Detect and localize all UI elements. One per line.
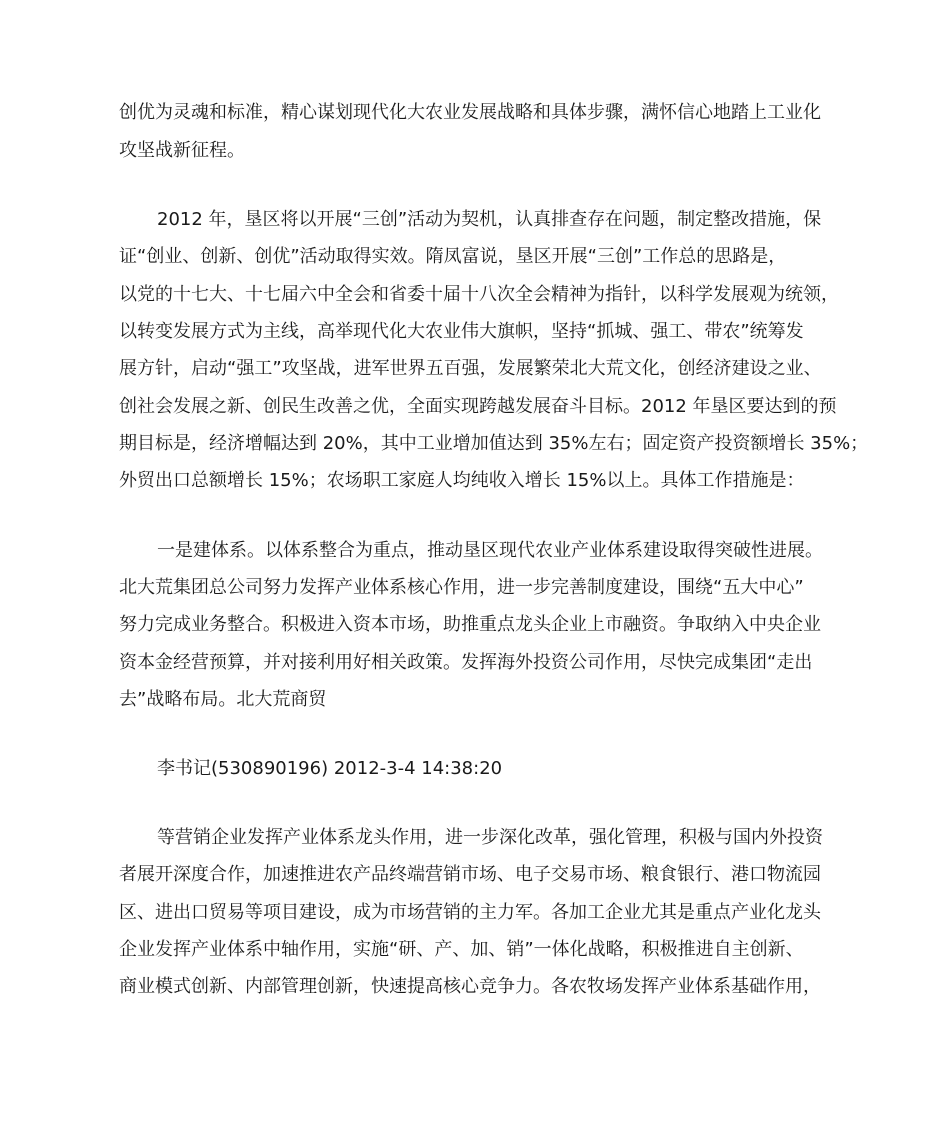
paragraph-2-line-1: 2012 年，垦区将以开展“三创”活动为契机，认真排查存在问题，制定整改措施，保 [157, 209, 822, 230]
paragraph-2-line-8: 外贸出口总额增长 15%；农场职工家庭人均纯收入增长 15%以上。具体工作措施是： [119, 470, 805, 491]
paragraph-1-line-2: 攻坚战新征程。 [119, 140, 245, 161]
paragraph-3-line-1: 一是建体系。以体系整合为重点，推动垦区现代农业产业体系建设取得突破性进展。 [157, 540, 823, 561]
paragraph-5-line-4: 企业发挥产业体系中轴作用，实施“研、产、加、销”一体化战略，积极推进自主创新、 [119, 939, 804, 960]
paragraph-2-line-3: 以党的十七大、十七届六中全会和省委十届十八次全会精神为指针，以科学发展观为统领， [119, 284, 839, 305]
paragraph-2-line-4: 以转变发展方式为主线，高举现代化大农业伟大旗帜，坚持“抓城、强工、带农”统筹发 [119, 321, 804, 342]
paragraph-1-line-1: 创优为灵魂和标准，精心谋划现代化大农业发展战略和具体步骤，满怀信心地踏上工业化 [119, 102, 821, 123]
paragraph-3-line-5: 去”战略布局。北大荒商贸 [119, 689, 327, 710]
paragraph-5-line-2: 者展开深度合作，加速推进农产品终端营销市场、电子交易市场、粮食银行、港口物流园 [119, 864, 821, 885]
paragraph-5-line-1: 等营销企业发挥产业体系龙头作用，进一步深化改革，强化管理，积极与国内外投资 [157, 827, 823, 848]
paragraph-3-line-4: 资本金经营预算，并对接利用好相关政策。发挥海外投资公司作用，尽快完成集团“走出 [119, 652, 813, 673]
paragraph-3-line-2: 北大荒集团总公司努力发挥产业体系核心作用，进一步完善制度建设，围绕“五大中心” [119, 577, 804, 598]
paragraph-5-line-5: 商业模式创新、内部管理创新，快速提高核心竞争力。各农牧场发挥产业体系基础作用， [119, 976, 821, 997]
chat-sender-timestamp: 李书记(530890196) 2012-3-4 14:38:20 [157, 758, 503, 779]
paragraph-3-line-3: 努力完成业务整合。积极进入资本市场，助推重点龙头企业上市融资。争取纳入中央企业 [119, 614, 821, 635]
paragraph-2-line-6: 创社会发展之新、创民生改善之优，全面实现跨越发展奋斗目标。2012 年垦区要达到的预 [119, 396, 837, 417]
paragraph-2-line-7: 期目标是，经济增幅达到 20%，其中工业增加值达到 35%左右；固定资产投资额增长 35%； [119, 433, 869, 454]
paragraph-2-line-5: 展方针，启动“强工”攻坚战，进军世界五百强，发展繁荣北大荒文化，创经济建设之业、 [119, 358, 822, 379]
paragraph-2-line-2: 证“创业、创新、创优”活动取得实效。隋凤富说，垦区开展“三创”工作总的思路是， [119, 246, 787, 267]
paragraph-5-line-3: 区、进出口贸易等项目建设，成为市场营销的主力军。各加工企业尤其是重点产业化龙头 [119, 902, 821, 923]
